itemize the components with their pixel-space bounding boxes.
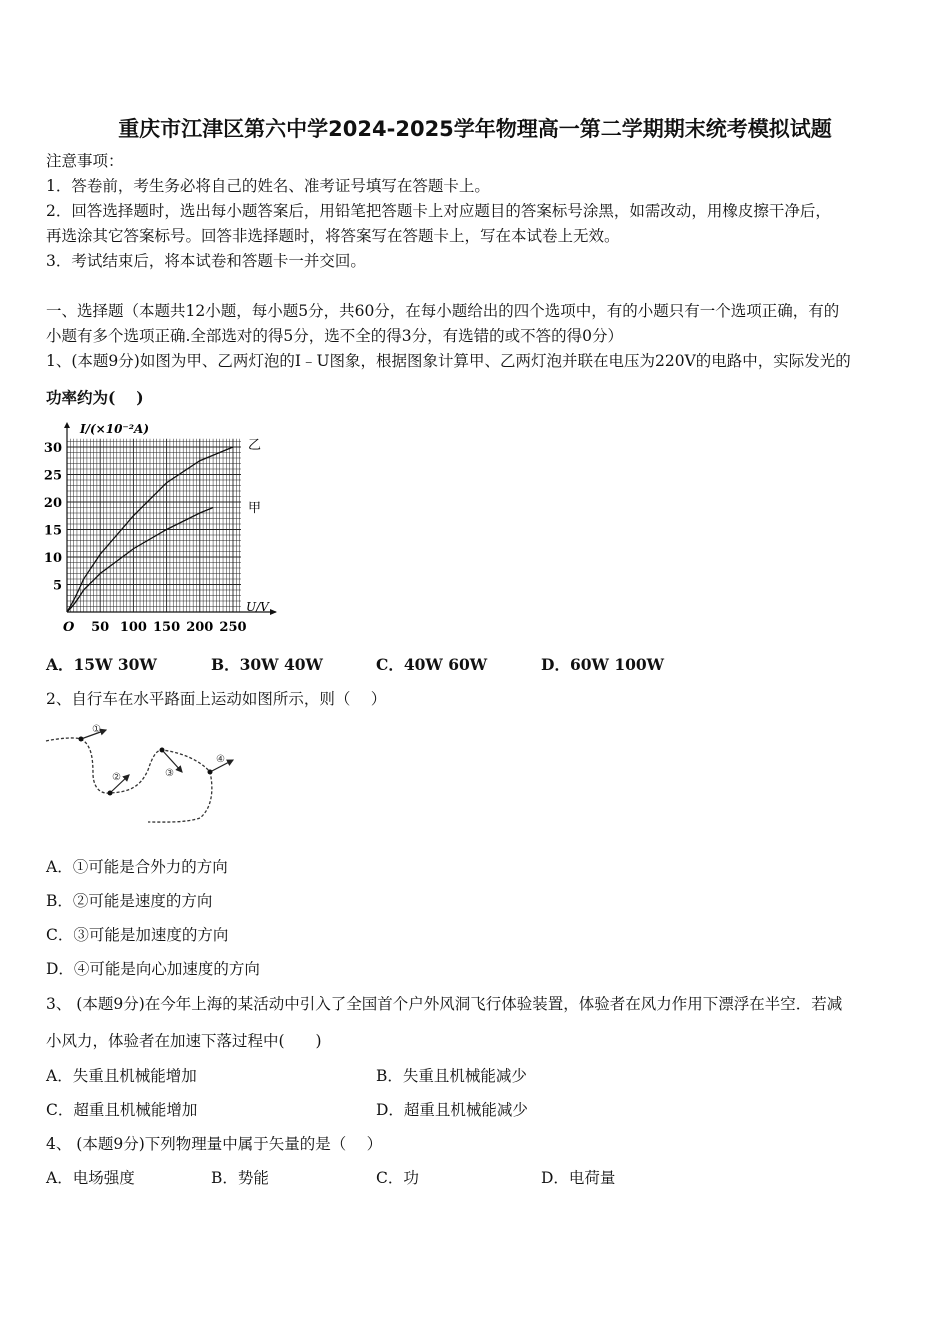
marker-3: ③: [165, 768, 174, 779]
q2-option-a[interactable]: A．①可能是合外力的方向: [46, 858, 228, 876]
y-tick-label: 25: [43, 468, 62, 484]
q2-stem: 2、自行车在水平路面上运动如图所示，则（ ）: [46, 690, 387, 708]
bicycle-path-diagram: [0, 0, 260, 840]
notice-item: 2．回答选择题时，选出每小题答案后，用铅笔把答题卡上对应题目的答案标号涂黑，如需改动，用橡皮擦干净后，: [46, 202, 831, 220]
q1-option-c[interactable]: C．40W 60W: [376, 655, 488, 674]
path-curve: [46, 738, 212, 822]
marker-1: ①: [92, 724, 101, 735]
path-point: [208, 770, 213, 775]
marker-4: ④: [216, 754, 225, 765]
y-tick-label: 10: [43, 551, 62, 566]
path-point: [79, 737, 84, 742]
y-axis-label: I/(×10⁻²A): [80, 422, 150, 436]
page-title: 重庆市江津区第六中学2024-2025学年物理高一第二学期期末统考模拟试题: [118, 117, 832, 141]
x-tick-label: 100: [119, 620, 147, 635]
y-tick-label: 30: [43, 441, 62, 456]
path-point: [108, 791, 113, 796]
q2-option-d[interactable]: D．④可能是向心加速度的方向: [46, 960, 260, 978]
q4-option-c[interactable]: C．功: [376, 1169, 419, 1187]
q3-option-c[interactable]: C．超重且机械能增加: [46, 1101, 198, 1119]
x-axis-arrow: [270, 609, 277, 615]
series-label-jia: 甲: [248, 501, 262, 516]
q3-stem: 3、 (本题9分)在今年上海的某活动中引入了全国首个户外风洞飞行体验装置，体验者在风力作用下漂浮在半空．若减: [46, 995, 843, 1013]
notice-item: 3．考试结束后，将本试卷和答题卡一并交回。: [46, 252, 366, 270]
section-instructions: 一、选择题（本题共12小题，每小题5分，共60分，在每小题给出的四个选项中，有的小题只有一个选项正确，有的: [46, 302, 840, 320]
q1-stem: 1、(本题9分)如图为甲、乙两灯泡的I﹣U图象，根据图象计算甲、乙两灯泡并联在电压为220V的电路中，实际发光的: [46, 352, 851, 370]
marker-2: ②: [112, 772, 121, 783]
origin-label: O: [63, 620, 75, 635]
q3-option-a[interactable]: A．失重且机械能增加: [46, 1067, 197, 1085]
q3-option-d[interactable]: D．超重且机械能减少: [376, 1101, 528, 1119]
q2-option-c[interactable]: C．③可能是加速度的方向: [46, 926, 229, 944]
y-tick-label: 5: [52, 578, 62, 594]
x-tick-label: 200: [186, 620, 214, 635]
series-label-yi: 乙: [248, 438, 262, 453]
x-tick-label: 250: [219, 620, 247, 635]
q4-option-d[interactable]: D．电荷量: [541, 1169, 616, 1187]
q4-option-b[interactable]: B．势能: [211, 1169, 269, 1187]
y-tick-label: 15: [43, 523, 62, 539]
notice-heading: 注意事项：: [46, 152, 124, 170]
q1-option-d[interactable]: D．60W 100W: [541, 655, 665, 674]
section-instructions: 小题有多个选项正确.全部选对的得5分，选不全的得3分，有选错的或不答的得0分）: [46, 327, 624, 345]
notice-item: 再选涂其它答案标号。回答非选择题时，将答案写在答题卡上，写在本试卷上无效。: [46, 227, 620, 245]
q3-option-b[interactable]: B．失重且机械能减少: [376, 1067, 527, 1085]
notice-item: 1．答卷前，考生务必将自己的姓名、准考证号填写在答题卡上。: [46, 177, 490, 195]
x-tick-label: 50: [91, 620, 110, 635]
q3-stem: 小风力，体验者在加速下落过程中( ): [46, 1032, 322, 1050]
x-tick-label: 150: [153, 620, 181, 635]
q4-stem: 4、 (本题9分)下列物理量中属于矢量的是（ ）: [46, 1135, 383, 1153]
q1-option-b[interactable]: B．30W 40W: [211, 655, 323, 674]
y-tick-label: 20: [43, 496, 62, 511]
q1-stem: 功率约为( ): [46, 388, 144, 407]
path-point: [160, 748, 165, 753]
x-axis-label: U/V: [246, 600, 269, 614]
q1-option-a[interactable]: A．15W 30W: [46, 655, 157, 674]
q4-option-a[interactable]: A．电场强度: [46, 1169, 135, 1187]
q2-option-b[interactable]: B．②可能是速度的方向: [46, 892, 213, 910]
